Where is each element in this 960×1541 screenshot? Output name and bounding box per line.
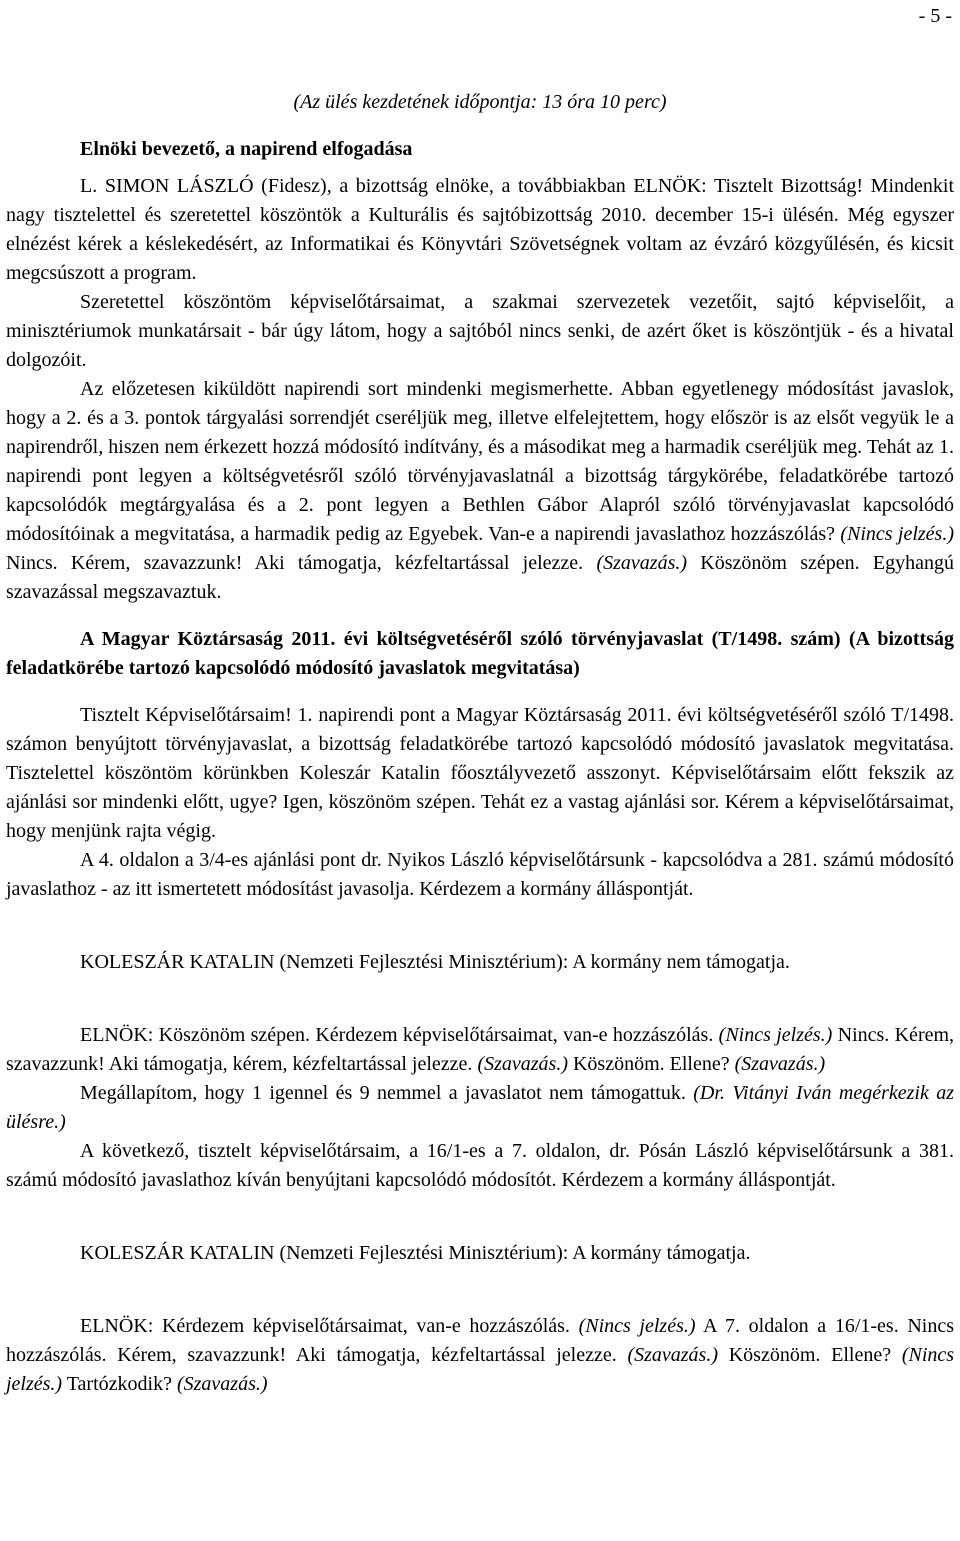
paragraph-vote-1: ELNÖK: Köszönöm szépen. Kérdezem képviselőtársaimat, van-e hozzászólás. (Nincs jelzés.) Nincs. Kérem, szavazzunk! Aki támogatja, kérem, kézfeltartással jelezze. (Szavazás.) Köszönöm. Ellene? (Szavazás.) [6, 1024, 955, 1075]
paragraph-government-position-1: KOLESZÁR KATALIN (Nemzeti Fejlesztési Minisztérium): A kormány nem támogatja. [80, 951, 790, 973]
paragraph-greetings: Szeretettel köszöntöm képviselőtársaimat, a szakmai szervezetek vezetőit, sajtó képviselőit, a minisztériumok munkatársait - bár úgy látom, hogy a sajtóból nincs senki, de azért őket is köszöntjük - és a hivatal dolgozóit. [6, 291, 954, 371]
paragraph-agenda: Az előzetesen kiküldött napirendi sort mindenki megismerhette. Abban egyetlenegy módosítást javaslok, hogy a 2. és a 3. pontok tárgyalási sorrendjét cseréljük meg, illetve elfelejtettem, hogy először is az elsőt vegyük le a napirendről, hiszen nem érkezett hozzá módosító indítvány, és a másodikat meg a harmadik cseréljük meg. Tehát az 1. napirendi pont legyen a költségvetésről szóló törvényjavaslatnál a bizottság tárgykörébe, feladatkörébe tartozó kapcsolódók megtárgyalása és a 2. pont legyen a Bethlen Gábor Alapról szóló törvényjavaslat kapcsolódó módosítóinak a megvitatása, a harmadik pedig az Egyebek. Van-e a napirendi javaslathoz hozzászólás? (Nincs jelzés.) Nincs. Kérem, szavazzunk! Aki támogatja, kézfeltartással jelezze. (Szavazás.) Köszönöm szépen. Egyhangú szavazással megszavaztuk. [6, 378, 955, 603]
paragraph-vote-result-1: Megállapítom, hogy 1 igennel és 9 nemmel a javaslatot nem támogattuk. (Dr. Vitányi Iván megérkezik az ülésre.) [6, 1082, 954, 1133]
section-heading-budget: A Magyar Köztársaság 2011. évi költségvetéséről szóló törvényjavaslat (T/1498. szám) (A bizottság feladatkörébe tartozó kapcsolódó módosító javaslatok megvitatása) [6, 628, 954, 679]
paragraph-agenda-item-1: Tisztelt Képviselőtársaim! 1. napirendi pont a Magyar Köztársaság 2011. évi költségvetéséről szóló T/1498. számon benyújtott törvényjavaslat, a bizottság feladatkörébe tartozó kapcsolódó módosító javaslatok megvitatása. Tisztelettel köszöntöm körünkben Koleszár Katalin főosztályvezető asszonyt. Képviselőtársaim előtt fekszik az ajánlási sor mindenki előtt, ugye? Igen, köszönöm szépen. Tehát ez a vastag ajánlási sor. Kérem a képviselőtársaimat, hogy menjünk rajta végig. [6, 704, 954, 842]
paragraph-chair-opening: L. SIMON LÁSZLÓ (Fidesz), a bizottság elnöke, a továbbiakban ELNÖK: Tisztelt Bizottság! Mindenkit nagy tisztelettel és szeretettel köszöntök a Kulturális és sajtóbizottság 2010. december 15-i ülésén. Még egyszer elnézést kérek a késlekedésért, az Informatikai és Könyvtári Szövetségnek voltam az évzáró közgyűlésén, és kicsit megcsúszott a program. [6, 175, 954, 284]
page-number: - 5 - [918, 5, 952, 27]
session-start-time: (Az ülés kezdetének időpontja: 13 óra 10 perc) [293, 91, 667, 113]
paragraph-vote-2: ELNÖK: Kérdezem képviselőtársaimat, van-e hozzászólás. (Nincs jelzés.) A 7. oldalon a 16/1-es. Nincs hozzászólás. Kérem, szavazzunk! Aki támogatja, kézfeltartással jelezze. (Szavazás.) Köszönöm. Ellene? (Nincs jelzés.) Tartózkodik? (Szavazás.) [6, 1315, 955, 1395]
section-heading-intro: Elnöki bevezető, a napirend elfogadása [80, 138, 413, 160]
paragraph-proposal-16-1: A következő, tisztelt képviselőtársaim, a 16/1-es a 7. oldalon, dr. Pósán László képviselőtársunk a 381. számú módosító javaslathoz kíván benyújtani kapcsolódó módosítót. Kérdezem a kormány álláspontját. [6, 1140, 954, 1191]
paragraph-proposal-3-4: A 4. oldalon a 3/4-es ajánlási pont dr. Nyikos László képviselőtársunk - kapcsolódva a 281. számú módosító javaslathoz - az itt ismertetett módosítást javasolja. Kérdezem a kormány álláspontját. [6, 849, 954, 900]
paragraph-government-position-2: KOLESZÁR KATALIN (Nemzeti Fejlesztési Minisztérium): A kormány támogatja. [80, 1242, 751, 1264]
document-page [6, 0, 954, 1399]
